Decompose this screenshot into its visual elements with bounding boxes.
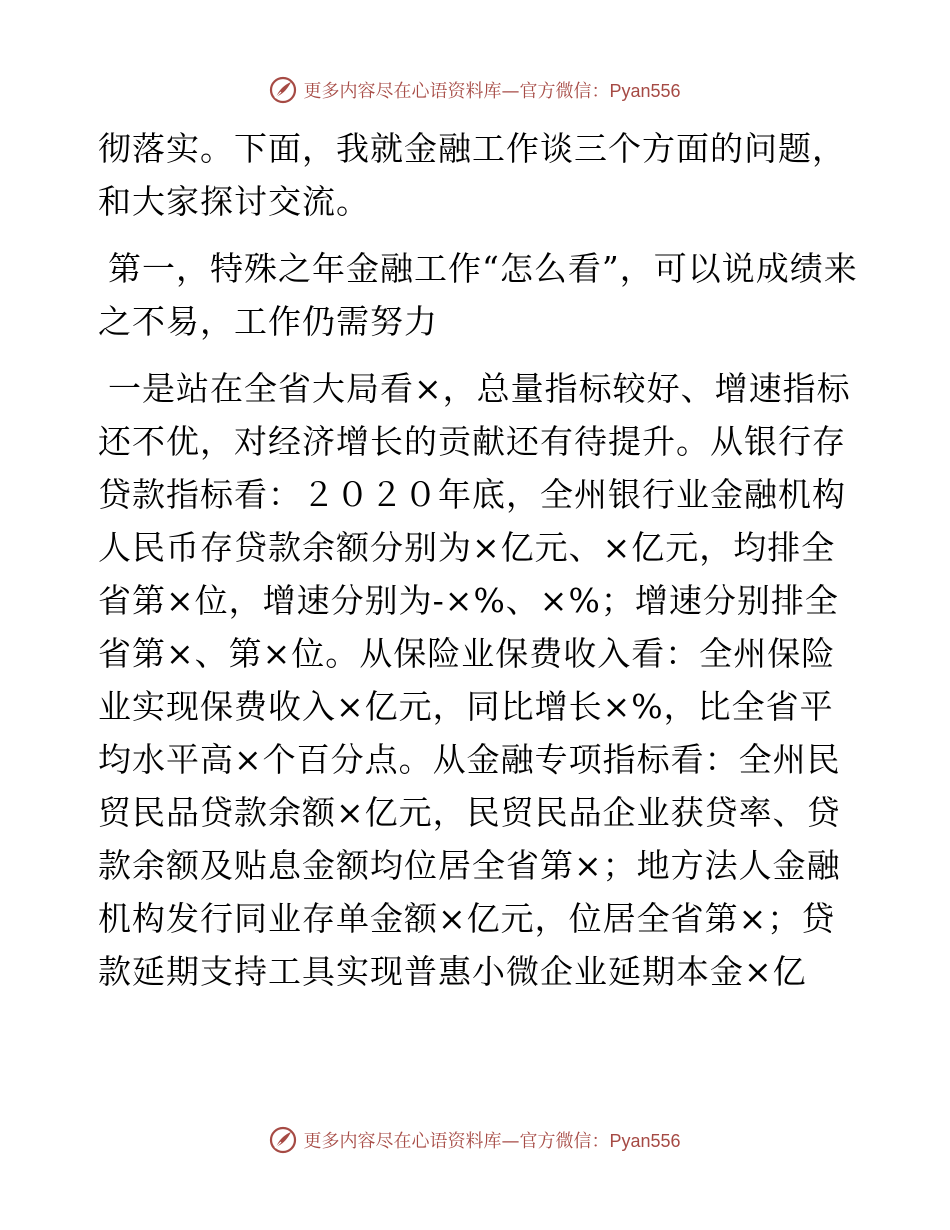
footer-watermark-banner <box>0 1120 950 1160</box>
feather-pen-logo-icon <box>269 1126 297 1154</box>
wechat-id: Pyan556 <box>609 81 681 101</box>
document-body <box>98 122 858 998</box>
watermark-text: 更多内容尽在心语资料库—官方微信：Pyan556 <box>303 81 681 102</box>
watermark-text: 更多内容尽在心语资料库—官方微信：Pyan556 <box>303 1131 681 1152</box>
section-heading-first: 第一，特殊之年金融工作“怎么看”，可以说成绩来之不易，工作仍需努力 <box>98 249 858 341</box>
wechat-id: Pyan556 <box>609 1131 681 1151</box>
paragraph-point-one: 一是站在全省大局看×，总量指标较好、增速指标还不优，对经济增长的贡献还有待提升。从银行存贷款指标看：２０２０年底，全州银行业金融机构人民币存贷款余额分别为×亿元、×亿元，均排全省第×位，增速分别为-×%、×%；增速分别排全省第×、第×位。从保险业保费收入看：全州保险业实现保费收入×亿元，同比增长×%，比全省平均水平高×个百分点。从金融专项指标看：全州民贸民品贷款余额×亿元，民贸民品企业获贷率、贷款余额及贴息金额均位居全省第×；地方法人金融机构发行同业存单金额×亿元，位居全省第×；贷款延期支持工具实现普惠小微企业延期本金×亿 <box>98 369 851 991</box>
feather-pen-logo-icon <box>269 76 297 104</box>
header-watermark-banner <box>0 70 950 110</box>
paragraph-continuation: 彻落实。下面，我就金融工作谈三个方面的问题，和大家探讨交流。 <box>98 129 846 221</box>
